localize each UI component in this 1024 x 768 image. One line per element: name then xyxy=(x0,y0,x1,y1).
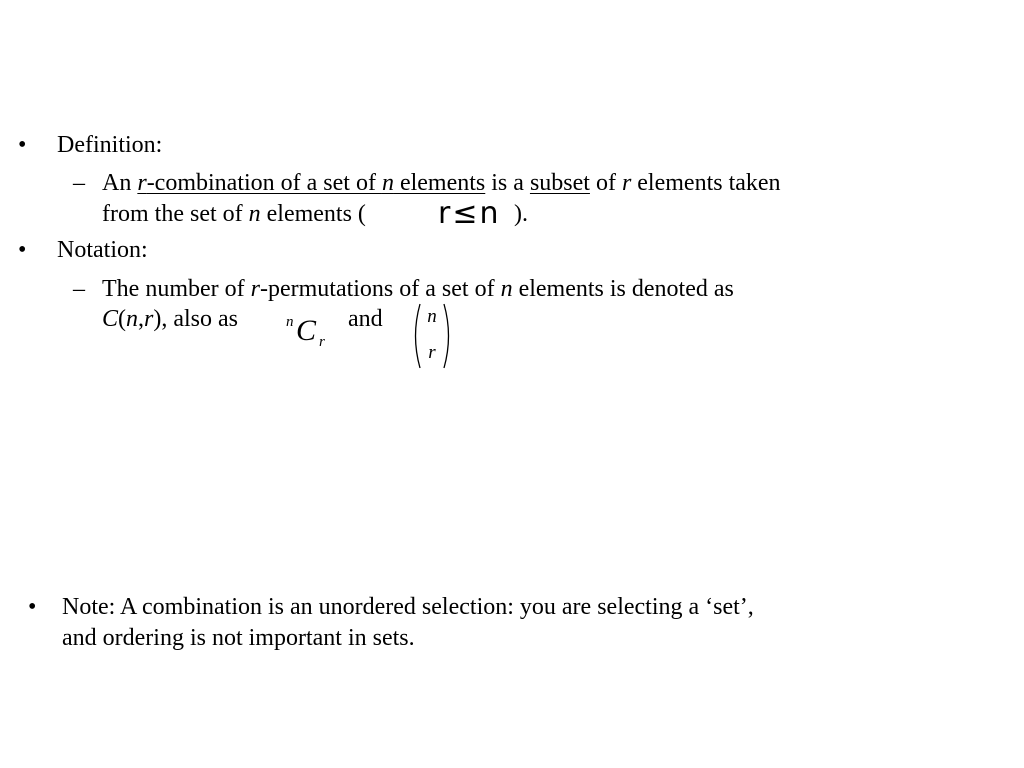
text: elements taken xyxy=(631,170,781,196)
bullet-notation: • xyxy=(18,237,27,263)
var-C: C xyxy=(102,306,119,332)
text: -combination of a set of xyxy=(146,170,382,196)
var-n: n xyxy=(381,170,394,196)
text: An xyxy=(102,170,138,196)
text: of xyxy=(589,170,622,196)
ncr-superscript-n: n xyxy=(286,314,294,330)
var-r: r xyxy=(621,170,632,196)
text: ( xyxy=(118,306,127,332)
text: elements ( xyxy=(260,201,366,227)
text: from the set of xyxy=(102,201,249,227)
text: ) xyxy=(153,306,162,332)
bullet-definition: • xyxy=(18,132,27,158)
note-line-1: Note: A combination is an unordered selection: you are selecting a ‘set’, xyxy=(62,594,754,620)
dash-definition: – xyxy=(73,170,85,196)
subset-term: subset xyxy=(529,170,590,196)
binomial-bottom-r: r xyxy=(428,342,436,363)
text: The number of xyxy=(102,276,251,302)
math-r-le-n: r≤n xyxy=(438,196,501,231)
math-ncr xyxy=(286,312,336,356)
text: elements xyxy=(393,170,486,196)
notation-line-2 xyxy=(102,304,238,334)
var-r: r xyxy=(137,170,147,196)
r-combination-term xyxy=(137,170,485,196)
var-n: n xyxy=(126,306,139,332)
var-r: r xyxy=(250,276,260,302)
definition-line-1 xyxy=(102,168,781,198)
ncr-subscript-r: r xyxy=(319,334,325,350)
notation-and: and xyxy=(348,306,383,332)
text: is a xyxy=(485,170,530,196)
definition-heading: Definition: xyxy=(57,132,163,158)
binomial-top-n: n xyxy=(427,306,437,327)
var-n: n xyxy=(248,201,261,227)
text: , xyxy=(138,306,145,332)
note-line-2: and ordering is not important in sets. xyxy=(62,625,415,651)
ncr-C: C xyxy=(296,314,317,347)
definition-line-2-close: ). xyxy=(514,201,528,227)
definition-line-2 xyxy=(102,199,366,229)
var-n: n xyxy=(500,276,513,302)
var-r: r xyxy=(144,306,154,332)
text: , also as xyxy=(161,306,239,332)
text: -permutations of a set of xyxy=(259,276,501,302)
math-binomial xyxy=(410,300,454,372)
text: elements is denoted as xyxy=(512,276,734,302)
dash-notation: – xyxy=(73,276,85,302)
bullet-note: • xyxy=(28,594,37,620)
notation-heading: Notation: xyxy=(57,237,148,263)
